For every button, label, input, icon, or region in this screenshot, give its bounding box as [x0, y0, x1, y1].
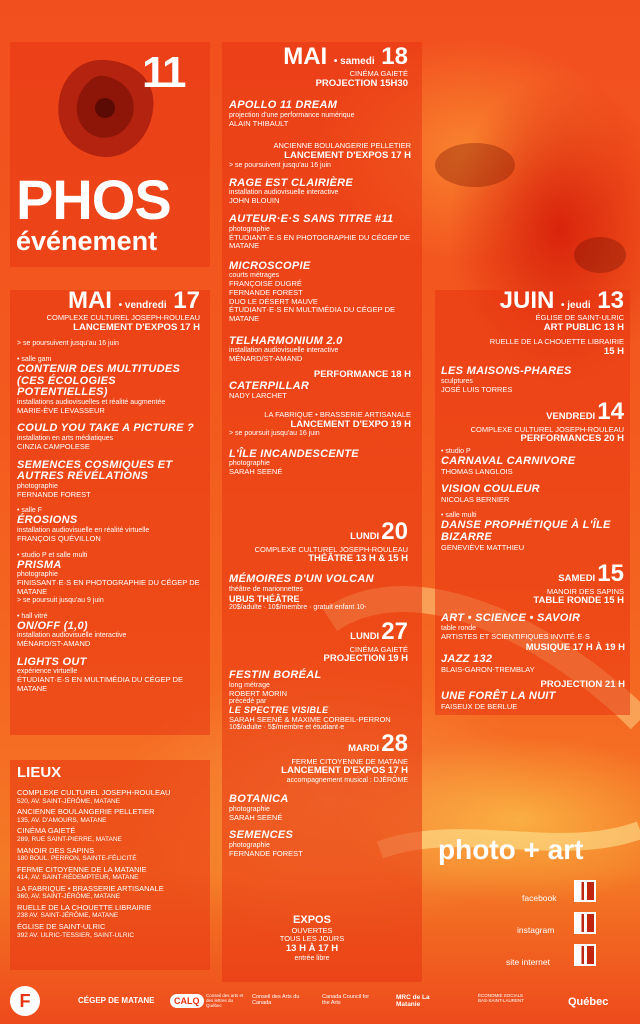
- col3-day-14: [440, 398, 624, 445]
- room-label: • studio P: [441, 448, 471, 455]
- venue-address: 289, RUE SAINT-PIERRE, MATANE: [17, 836, 122, 844]
- event-author: FERNANDE FOREST: [229, 288, 303, 298]
- event-title: PRISMA: [17, 558, 62, 571]
- sponsor-calq-text: Conseil des arts et des lettres du Québec: [206, 993, 244, 1008]
- session-time: TABLE RONDE 15 H: [533, 595, 624, 607]
- sponsor-quebec-logo: Québec: [568, 996, 609, 1008]
- date-month: MAI: [283, 43, 328, 70]
- venue-address: 360, AV. SAINT-JÉRÔME, MATANE: [17, 893, 121, 901]
- event-author: FINISSANT·E·S EN PHOTOGRAPHIE DU CÉGEP DE MATANE: [17, 578, 200, 596]
- venue-name: CINÉMA GAIETÉ: [17, 826, 76, 836]
- col1-top: [14, 288, 200, 334]
- session-time: PROJECTION 21 H: [540, 679, 625, 691]
- venue-name: ANCIENNE BOULANGERIE PELLETIER: [17, 807, 155, 817]
- date-weekday: • jeudi: [561, 300, 591, 311]
- event-type: long métrage: [229, 681, 270, 689]
- venue-item: [17, 923, 203, 939]
- event-title: MÉMOIRES D'UN VOLCAN: [229, 573, 374, 585]
- col2-events-b: [229, 574, 411, 612]
- room-label: • studio P et salle multi: [17, 551, 88, 559]
- qr-code-icon: [574, 912, 596, 934]
- event-author: ARTISTES ET SCIENTIFIQUES INVITÉ·E·S: [441, 631, 590, 641]
- sponsor-economie-sociale-logo: ÉCONOMIE SOCIALE BAS-SAINT-LAURENT: [478, 993, 525, 1003]
- event-author: SARAH SEENÉ: [229, 467, 283, 477]
- event-author: MARIE-ÈVE LEVASSEUR: [17, 405, 105, 415]
- event-title: CARNAVAL CARNIVORE: [441, 455, 576, 468]
- event-title: SEMENCES COSMIQUES ET AUTRES RÉVÉLATIONS: [17, 458, 173, 483]
- event-title: SEMENCES: [229, 829, 294, 842]
- weekday: LUNDI: [350, 531, 380, 542]
- event-type: photographie: [17, 482, 58, 490]
- venue: MANOIR DES SAPINS: [546, 586, 624, 596]
- event-author: ALAIN THIBAULT: [229, 118, 289, 128]
- room-label: • salle multi: [441, 512, 477, 520]
- col2-events-a: [229, 100, 411, 477]
- weekday: VENDREDI: [546, 411, 596, 422]
- event-author: FRANÇOISE DUGRÉ: [229, 279, 302, 289]
- event-author: SARAH SEENÉ: [229, 812, 283, 822]
- col3-day-15: [440, 560, 624, 607]
- event-author: ÉTUDIANT·E·S EN MULTIMÉDIA DU CÉGEP DE MATANE: [17, 675, 183, 694]
- event-type: installation audiovisuelle interactive: [17, 632, 127, 640]
- event-author: NICOLAS BERNIER: [441, 494, 510, 504]
- venue: COMPLEXE CULTUREL JOSEPH-ROULEAU: [46, 313, 200, 323]
- event-title: COULD YOU TAKE A PICTURE ?: [17, 422, 195, 435]
- venue-name: LA FABRIQUE • BRASSERIE ARTISANALE: [17, 883, 164, 893]
- event-author: CINZIA CAMPOLESE: [17, 442, 90, 451]
- event-title: JAZZ 132: [441, 653, 493, 666]
- col3-top: [440, 288, 624, 357]
- venue: LA FABRIQUE • BRASSERIE ARTISANALE: [264, 409, 411, 419]
- day-number: 28: [381, 730, 408, 757]
- venue-name: ÉGLISE DE SAINT-ULRIC: [17, 921, 106, 931]
- event-type: installations audiovisuelles et réalité augmentée: [17, 398, 166, 406]
- lieux-title: LIEUX: [17, 764, 62, 781]
- event-title: UNE FORÊT LA NUIT: [441, 690, 556, 703]
- col3-events-b: [441, 448, 625, 552]
- qr-code-icon: [574, 944, 596, 966]
- venue-item: [17, 847, 203, 863]
- venue: CINÉMA GAIETÉ: [349, 69, 408, 79]
- sponsor-calq-logo: CALQ: [170, 994, 204, 1008]
- venue-item: [17, 808, 203, 824]
- event-type: installation audiovisuelle interactive: [229, 347, 339, 355]
- venue-address: 392 AV. ULRIC-TESSIER, SAINT-ULRIC: [17, 931, 135, 939]
- event-author: ROBERT MORIN: [229, 688, 288, 698]
- event-author: MÉNARD/ST-AMAND: [17, 639, 91, 649]
- event-author: DUO LE DÉSERT MAUVE: [229, 296, 318, 306]
- event-title: LIGHTS OUT: [17, 655, 87, 668]
- venue-address: 414, AV. SAINT-RÉDEMPTEUR, MATANE: [17, 874, 139, 882]
- day-number: 14: [597, 398, 624, 425]
- event-title: CATERPILLAR: [229, 379, 310, 392]
- event-type: courts métrages: [229, 272, 280, 280]
- event-title: PHOS: [16, 168, 171, 231]
- event-title: RAGE EST CLAIRIÈRE: [229, 176, 353, 189]
- expos-line: TOUS LES JOURS: [279, 934, 345, 944]
- day-number: 20: [381, 518, 408, 545]
- venue: CINÉMA GAIETÉ: [349, 644, 408, 654]
- event-title: VISION COULEUR: [441, 483, 540, 496]
- venue: ANCIENNE BOULANGERIE PELLETIER: [273, 141, 411, 151]
- sponsor-cegep-logo: CÉGEP DE MATANE: [78, 996, 155, 1005]
- col2-day-28: [226, 730, 408, 785]
- date-number: 17: [173, 287, 200, 314]
- event-price: 10$/adulte · 5$/membre et étudiant·e: [229, 724, 345, 732]
- event-type: photographie: [229, 841, 270, 849]
- session-time: PROJECTION 19 H: [323, 653, 408, 665]
- day-number: 15: [597, 560, 624, 587]
- event-title: BOTANICA: [229, 793, 289, 805]
- event-note: précédé par: [229, 698, 267, 706]
- venue-item: [17, 866, 203, 882]
- event-title: ART • SCIENCE • SAVOIR: [441, 612, 581, 624]
- event-author: GENEVIÈVE MATTHIEU: [441, 542, 525, 552]
- event-type: expérience virtuelle: [17, 668, 78, 676]
- facebook-label: facebook: [522, 893, 557, 903]
- col2-top: [226, 44, 408, 90]
- venue-address: 238 AV. SAINT-JÉRÔME, MATANE: [17, 912, 119, 920]
- event-title: ÉROSIONS: [17, 514, 78, 527]
- venue-address: 135, AV. D'AMOURS, MATANE: [17, 816, 107, 824]
- venue: ÉGLISE DE SAINT-ULRIC: [535, 313, 624, 323]
- sponsor-f-logo: F: [10, 986, 40, 1016]
- event-author: UBUS THÉÂTRE: [229, 593, 300, 604]
- event-title: MICROSCOPIE: [229, 259, 311, 272]
- weekday: MARDI: [348, 743, 380, 754]
- event-author: FERNANDE FOREST: [229, 848, 303, 858]
- expos-hours: 13 H À 17 H: [285, 942, 339, 954]
- venue-address: 520, AV. SAINT-JÉRÔME, MATANE: [17, 797, 121, 805]
- event-author: NADY LARCHET: [229, 391, 287, 401]
- tagline: photo + art: [438, 834, 584, 865]
- weekday: SAMEDI: [558, 573, 596, 584]
- event-type: photographie: [229, 225, 270, 233]
- event-note: > se poursuivent jusqu'au 16 juin: [17, 340, 119, 347]
- col3-events-c: [441, 613, 625, 711]
- event-author: FRANÇOIS QUÉVILLON: [17, 534, 101, 544]
- room-label: • hall vitré: [17, 612, 48, 620]
- venue-item: [17, 904, 203, 920]
- venue-item: [17, 789, 203, 805]
- venue-name: RUELLE DE LA CHOUETTE LIBRAIRIE: [17, 902, 152, 912]
- event-title: TELHARMONIUM 2.0: [229, 334, 343, 347]
- sponsors-bar: [0, 982, 640, 1024]
- session-time: 15 H: [603, 345, 624, 357]
- session-time: LANCEMENT D'EXPOS 17 H: [284, 149, 411, 161]
- expos-title: EXPOS: [293, 914, 331, 926]
- event-author: FAISEUX DE BERLUE: [441, 701, 518, 711]
- session-time: LANCEMENT D'EXPOS 17 H: [281, 765, 408, 777]
- venue-address: 180 BOUL. PERRON, SAINTE-FÉLICITÉ: [17, 855, 137, 863]
- event-subtitle: événement: [16, 226, 158, 256]
- event-author: SARAH SEENÉ & MAXIME CORBEIL-PERRON: [229, 714, 391, 724]
- event-author: JOHN BLOUIN: [229, 196, 280, 206]
- event-title: FESTIN BORÉAL: [229, 669, 322, 681]
- event-type: théâtre de marionnettes: [229, 585, 303, 593]
- event-title: AUTEUR·E·S SANS TITRE #11: [229, 213, 394, 226]
- event-author: BLAIS-GARON-TREMBLAY: [441, 664, 535, 674]
- social-site[interactable]: [500, 944, 627, 970]
- venue-name: COMPLEXE CULTUREL JOSEPH-ROULEAU: [17, 788, 171, 798]
- instagram-label: instagram: [517, 925, 555, 935]
- venue-name: FERME CITOYENNE DE LA MATANIE: [17, 864, 147, 874]
- room-label: • salle F: [17, 507, 43, 515]
- date-weekday: • vendredi: [118, 300, 167, 311]
- event-title: APOLLO 11 DREAM: [229, 99, 338, 111]
- sponsor-canada-council-logo: Canada Council for the Arts: [322, 994, 370, 1007]
- day-number: 27: [381, 618, 408, 645]
- col2-day-20: [226, 518, 408, 565]
- event-type: photographie: [229, 460, 270, 468]
- event-type: installation en arts médiatiques: [17, 434, 114, 442]
- weekday: LUNDI: [350, 631, 380, 642]
- date-month: JUIN: [499, 287, 555, 314]
- date-month: MAI: [67, 287, 112, 314]
- event-title: LES MAISONS-PHARES: [441, 365, 572, 377]
- event-type: installation audiovisuelle en réalité virtuelle: [17, 526, 150, 534]
- date-number: 13: [597, 287, 624, 314]
- event-author: THOMAS LANGLOIS: [441, 466, 513, 476]
- event-price: 20$/adulte · 10$/membre · gratuit enfant 10-: [229, 603, 367, 611]
- session-time: THÉÂTRE 13 H & 15 H: [308, 553, 408, 565]
- venue: COMPLEXE CULTUREL JOSEPH-ROULEAU: [470, 424, 624, 434]
- event-type: table ronde: [441, 624, 477, 632]
- event-author: FERNANDE FOREST: [17, 489, 91, 499]
- sponsor-mrc-logo: MRC de La Matanie: [396, 994, 430, 1009]
- sponsor-cac-logo: Conseil des Arts du Canada: [252, 994, 300, 1007]
- event-type: photographie: [17, 571, 58, 579]
- date-number: 18: [381, 43, 408, 70]
- session-time: MUSIQUE 17 H À 19 H: [525, 642, 625, 654]
- event-title: LE SPECTRE VISIBLE: [229, 705, 329, 716]
- room-label: • salle gam: [17, 356, 52, 364]
- expos-note: entrée libre: [294, 954, 330, 962]
- lieux-list: [17, 789, 203, 939]
- event-note: > se poursuivent jusqu'au 16 juin: [229, 161, 331, 169]
- qr-code-icon: [574, 880, 596, 902]
- event-note: > se poursuit jusqu'au 9 juin: [17, 596, 104, 604]
- event-note: > se poursuit jusqu'au 16 juin: [229, 430, 320, 438]
- expos-line: OUVERTES: [291, 925, 333, 935]
- event-type: projection d'une performance numérique: [229, 111, 355, 119]
- venue: COMPLEXE CULTUREL JOSEPH-ROULEAU: [254, 544, 408, 554]
- event-author: JOSÉ LUIS TORRES: [441, 384, 513, 394]
- venue-item: [17, 885, 203, 901]
- col2-day-27: [226, 618, 408, 665]
- session-time: LANCEMENT D'EXPO 19 H: [290, 418, 411, 430]
- expos-block: [262, 914, 362, 963]
- col3-events-a: [441, 366, 625, 394]
- session-time: PERFORMANCE 18 H: [313, 368, 411, 380]
- session-time: LANCEMENT D'EXPOS 17 H: [73, 322, 200, 334]
- session-time: ART PUBLIC 13 H: [543, 322, 624, 334]
- event-type: photographie: [229, 805, 270, 813]
- event-author: ÉTUDIANT·E·S EN MULTIMÉDIA DU CÉGEP DE MATANE: [229, 305, 395, 323]
- venue: FERME CITOYENNE DE MATANE: [291, 756, 408, 766]
- event-note: accompagnement musical : DJÉRÔME: [286, 777, 408, 785]
- event-type: sculptures: [441, 377, 473, 385]
- session-time: PROJECTION 15H30: [315, 78, 408, 90]
- social-instagram[interactable]: [512, 912, 627, 938]
- event-title: L'ÎLE INCANDESCENTE: [229, 447, 359, 460]
- date-weekday: • samedi: [333, 56, 375, 67]
- session-time: PERFORMANCES 20 H: [520, 433, 624, 445]
- col2-events-c: [229, 670, 411, 732]
- event-author: ÉTUDIANT·E·S EN PHOTOGRAPHIE DU CÉGEP DE MATANE: [229, 232, 410, 251]
- venue-item: [17, 827, 203, 843]
- col1-events: [17, 340, 203, 694]
- social-facebook[interactable]: [512, 880, 627, 906]
- venue: RUELLE DE LA CHOUETTE LIBRAIRIE: [489, 336, 624, 346]
- venue-name: MANOIR DES SAPINS: [17, 845, 95, 855]
- col2-events-d: [229, 794, 411, 858]
- event-title: CONTENIR DES MULTITUDES (CES ÉCOLOGIES POTENTIELLES): [17, 363, 181, 399]
- event-title: DANSE PROPHÉTIQUE À L'ÎLE BIZARRE: [441, 519, 611, 543]
- event-title: ON/OFF (1,0): [17, 619, 88, 632]
- lieux-block: [17, 764, 203, 942]
- event-type: installation audiovisuelle interactive: [229, 189, 339, 197]
- site-label: site internet: [506, 957, 550, 967]
- event-author: MÉNARD/ST-AMAND: [229, 354, 303, 364]
- edition-number: 11: [142, 48, 185, 97]
